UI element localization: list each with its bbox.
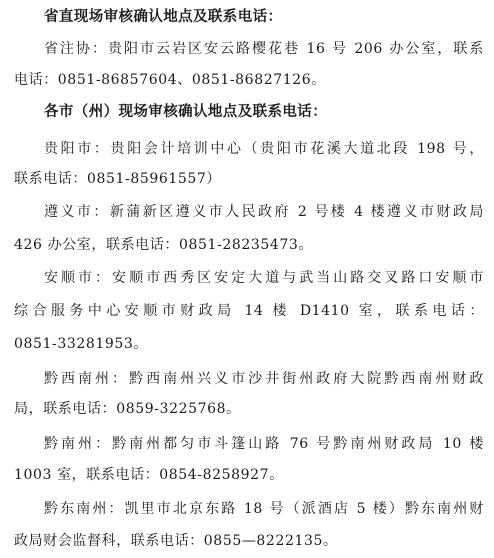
qianxinan-line2: 局，联系电话：0859-3225768。 [14,401,241,417]
anshun-line2: 综合服务中心安顺市财政局 14 楼 D1410 室，联系电话： [14,303,484,319]
qianxinan-line1: 黔西南州：黔西南州兴义市沙井街州政府大院黔西南州财政 [44,371,484,387]
city-heading: 各市（州）现场审核确认地点及联系电话： [44,104,328,120]
qiannan-line2: 1003 室，联系电话：0854-8258927。 [14,467,284,483]
zunyi-line2: 426 办公室，联系电话：0851-28235473。 [14,237,313,253]
provincial-heading: 省直现场审核确认地点及联系电话： [44,9,283,25]
provincial-entry-line2: 电话：0851-86857604、0851-86827126。 [14,72,326,88]
anshun-line1: 安顺市：安顺市西秀区安定大道与武当山路交叉路口安顺市 [44,270,484,286]
anshun-line3: 0851-33281953。 [14,336,149,352]
qiannan-line1: 黔南州：黔南州都匀市斗篷山路 76 号黔南州财政局 10 楼 [44,436,484,452]
provincial-entry-line1: 省注协：贵阳市云岩区安云路樱花巷 16 号 206 办公室，联系 [44,41,484,57]
qiandongnan-line1: 黔东南州：凯里市北京东路 18 号（派酒店 5 楼）黔东南州财 [44,501,484,517]
guiyang-line1: 贵阳市：贵阳会计培训中心（贵阳市花溪大道北段 198 号， [44,141,484,157]
zunyi-line1: 遵义市：新蒲新区遵义市人民政府 2 号楼 4 楼遵义市财政局 [44,204,484,220]
qiandongnan-line2: 政局财会监督科，联系电话：0855—8222135。 [14,533,338,549]
guiyang-line2: 联系电话：0851-85961557） [14,171,222,187]
